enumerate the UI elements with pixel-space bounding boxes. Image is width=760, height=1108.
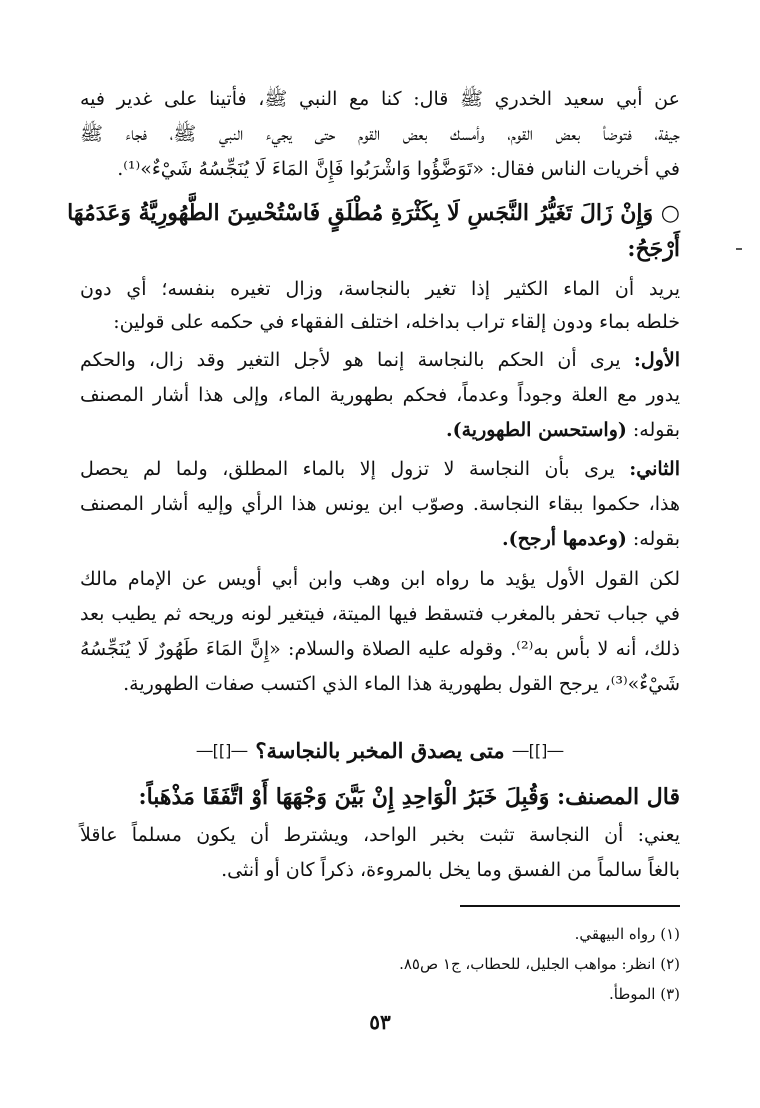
text-line: عن أبي سعيد الخدري ﷺ قال: كنا مع النبي ﷺ، فأتينا على غدير فيه — [80, 88, 680, 110]
lead-term: الأول: — [633, 349, 680, 371]
margin-mark — [736, 248, 742, 250]
matn-line: ○ وَإِنْ زَالَ تَغَيُّرُ النَّجَسِ لَا بِكَثْرَةِ مُطْلَقٍ فَاسْتُحْسِنَ الطَّهُورِيَّةُ وَعَدَمُهَا — [67, 200, 680, 226]
text-line: يدور مع العلة وجوداً وعدماً، فحكم بطهورية الماء، وإلى هذا أشار المصنف — [80, 384, 680, 406]
text-line: الأول: يرى أن الحكم بالنجاسة إنما هو لأجل التغير وقد زال، والحكم — [80, 349, 680, 371]
ornament-icon: ―[]]― — [512, 740, 564, 760]
matn-line: أَرْجَحُ: — [627, 236, 680, 262]
text-line: بقوله: (وعدمها أرجح). — [501, 528, 680, 550]
text-line: يريد أن الماء الكثير إذا تغير بالنجاسة، وزال تغيره بنفسه؛ أي دون — [80, 278, 680, 300]
footnote-rule — [460, 905, 680, 907]
footnote: (٣) الموطأ. — [609, 985, 680, 1003]
text-line: شَيْءٌ»⁽³⁾، يرجح القول بطهورية هذا الماء الذي اكتسب صفات الطهورية. — [123, 673, 680, 695]
text-line: يعني: أن النجاسة تثبت بخبر الواحد، ويشترط أن يكون مسلماً عاقلاً — [80, 824, 680, 846]
text-line: في جباب تحفر بالمغرب فتسقط فيها الميتة، فيتغير لونه وريحه ثم يطيب بعد — [80, 603, 680, 625]
lead-term: الثاني: — [629, 458, 680, 480]
text-line: ذلك، أنه لا بأس به⁽²⁾. وقوله عليه الصلاة والسلام: «إِنَّ المَاءَ طَهُورٌ لَا يُنَجِّسُهُ — [80, 638, 680, 660]
page-number: ٥٣ — [369, 1010, 391, 1034]
quoted-matn: (واستحسن الطهورية). — [445, 419, 627, 441]
text-line: لكن القول الأول يؤيد ما رواه ابن وهب وابن أبي أويس عن الإمام مالك — [80, 568, 681, 590]
text-line: هذا، حكموا ببقاء النجاسة. وصوّب ابن يونس هذا الرأي وإليه أشار المصنف — [80, 493, 680, 515]
section-heading-text: متى يصدق المخبر بالنجاسة؟ — [255, 737, 505, 763]
text-line: جيفة، فتوضأ بعض القوم، وأمسك بعض القوم حتى يجيء النبي ﷺ، فجاء ﷺ — [80, 123, 680, 145]
text-line: بقوله: (واستحسن الطهورية). — [445, 419, 680, 441]
text-line: الثاني: يرى بأن النجاسة لا تزول إلا بالماء المطلق، ولما لم يحصل — [80, 458, 680, 480]
text-line: في أخريات الناس فقال: «تَوَضَّؤُوا وَاشْرَبُوا فَإِنَّ المَاءَ لَا يُنَجِّسُهُ شَيْءٌ»⁽¹⁾. — [117, 158, 680, 180]
text-line: بالغاً سالماً من الفسق وما يخل بالمروءة، ذكراً كان أو أنثى. — [221, 859, 680, 881]
text-line: خلطه بماء ودون إلقاء تراب بداخله، اختلف الفقهاء في حكمه على قولين: — [113, 311, 680, 333]
matn-line: قال المصنف: وَقُبِلَ خَبَرُ الْوَاحِدِ إِنْ بَيَّنَ وَجْهَهَا أَوْ اتَّفَقَا مَذْهَباً: — [138, 784, 680, 810]
footnote: (١) رواه البيهقي. — [574, 925, 680, 943]
ornament-icon: ―[]]― — [196, 740, 248, 760]
section-heading — [80, 730, 680, 770]
lead-term: قال المصنف: — [556, 784, 680, 810]
footnote: (٢) انظر: مواهب الجليل، للحطاب، ج١ ص٨٥. — [399, 955, 680, 973]
quoted-matn: (وعدمها أرجح). — [501, 528, 627, 550]
